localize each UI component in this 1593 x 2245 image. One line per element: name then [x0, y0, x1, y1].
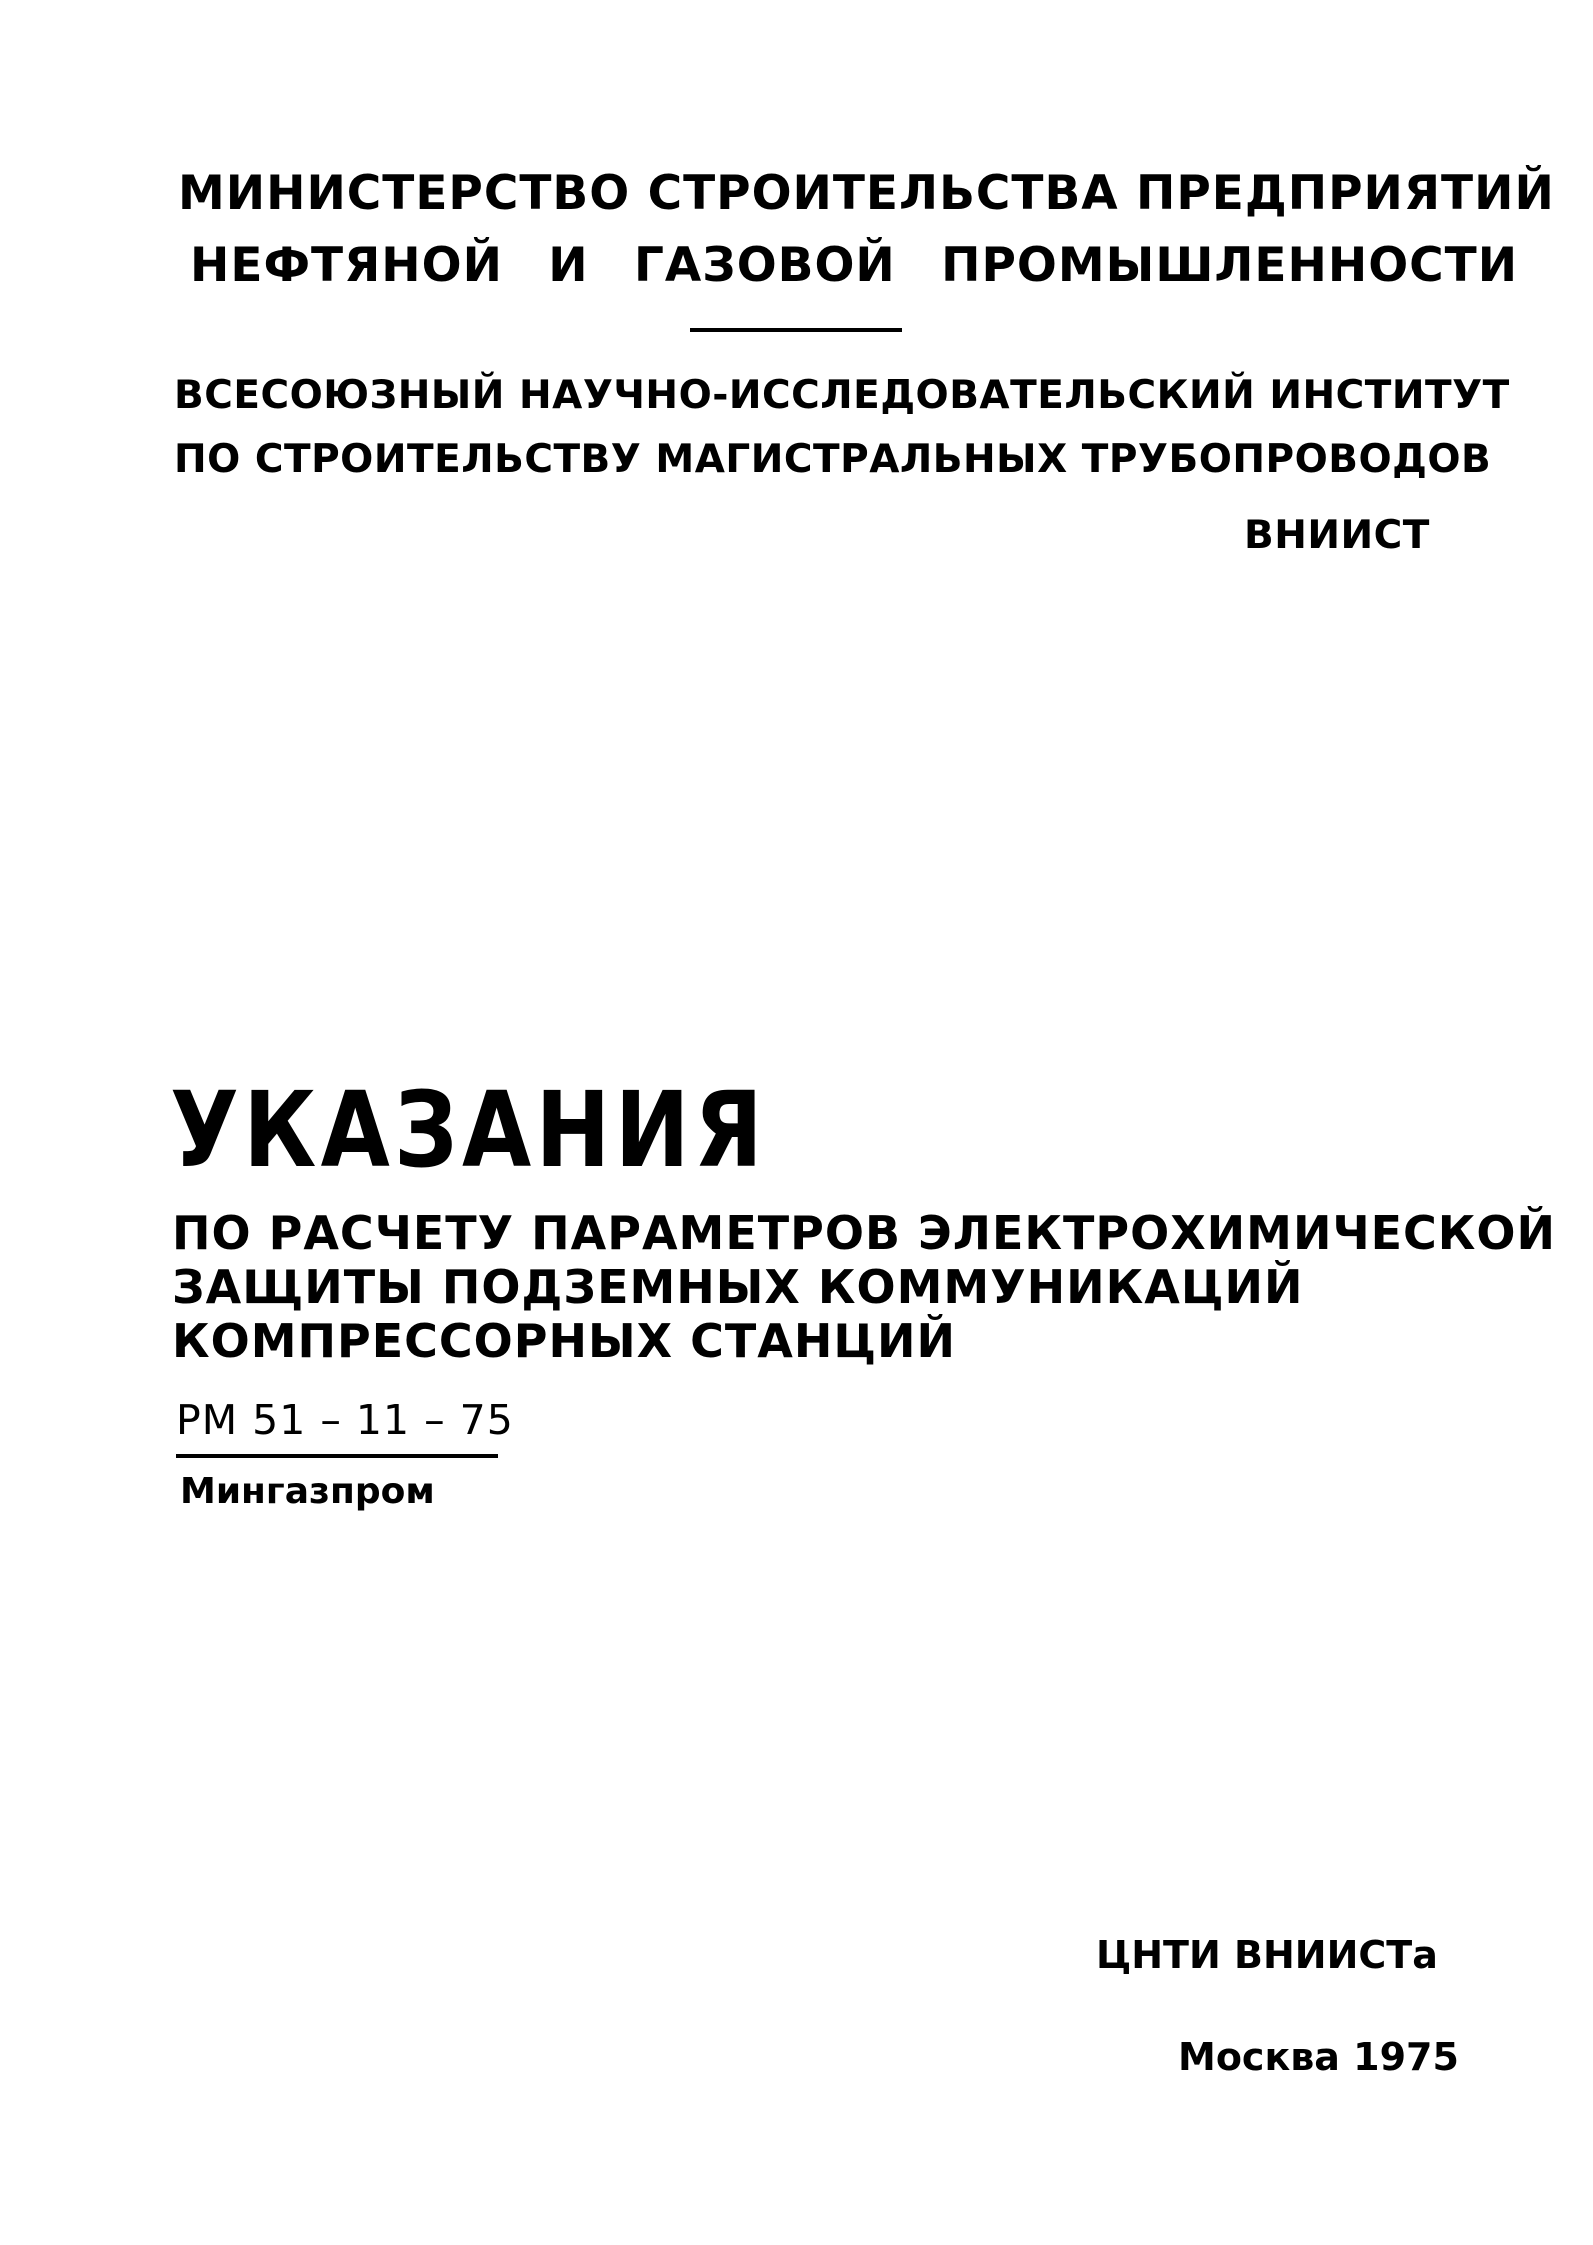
place-and-year: Москва 1975 — [1178, 2035, 1459, 2079]
document-subtitle-line-1: ПО РАСЧЕТУ ПАРАМЕТРОВ ЭЛЕКТРОХИМИЧЕСКОЙ — [172, 1206, 1557, 1260]
institute-abbreviation: ВНИИСТ — [1244, 513, 1430, 558]
document-title: УКАЗАНИЯ — [170, 1069, 768, 1191]
document-subtitle-line-2: ЗАЩИТЫ ПОДЗЕМНЫХ КОММУНИКАЦИЙ — [172, 1260, 1304, 1314]
code-underline — [176, 1454, 498, 1458]
institute-name-line-1: ВСЕСОЮЗНЫЙ НАУЧНО-ИССЛЕДОВАТЕЛЬСКИЙ ИНСТИТУТ — [174, 373, 1510, 418]
ministry-name-line-2: НЕФТЯНОЙ И ГАЗОВОЙ ПРОМЫШЛЕННОСТИ — [190, 238, 1519, 293]
document-subtitle-line-3: КОМПРЕССОРНЫХ СТАНЦИЙ — [172, 1314, 956, 1368]
document-code: РМ 51 – 11 – 75 — [176, 1396, 514, 1444]
institute-name-line-2: ПО СТРОИТЕЛЬСТВУ МАГИСТРАЛЬНЫХ ТРУБОПРОВОДОВ — [174, 437, 1492, 482]
issuer: Мингазпром — [180, 1471, 435, 1512]
header-divider — [690, 328, 902, 332]
publisher: ЦНТИ ВНИИСТа — [1096, 1933, 1438, 1977]
ministry-name-line-1: МИНИСТЕРСТВО СТРОИТЕЛЬСТВА ПРЕДПРИЯТИЙ — [178, 166, 1555, 221]
